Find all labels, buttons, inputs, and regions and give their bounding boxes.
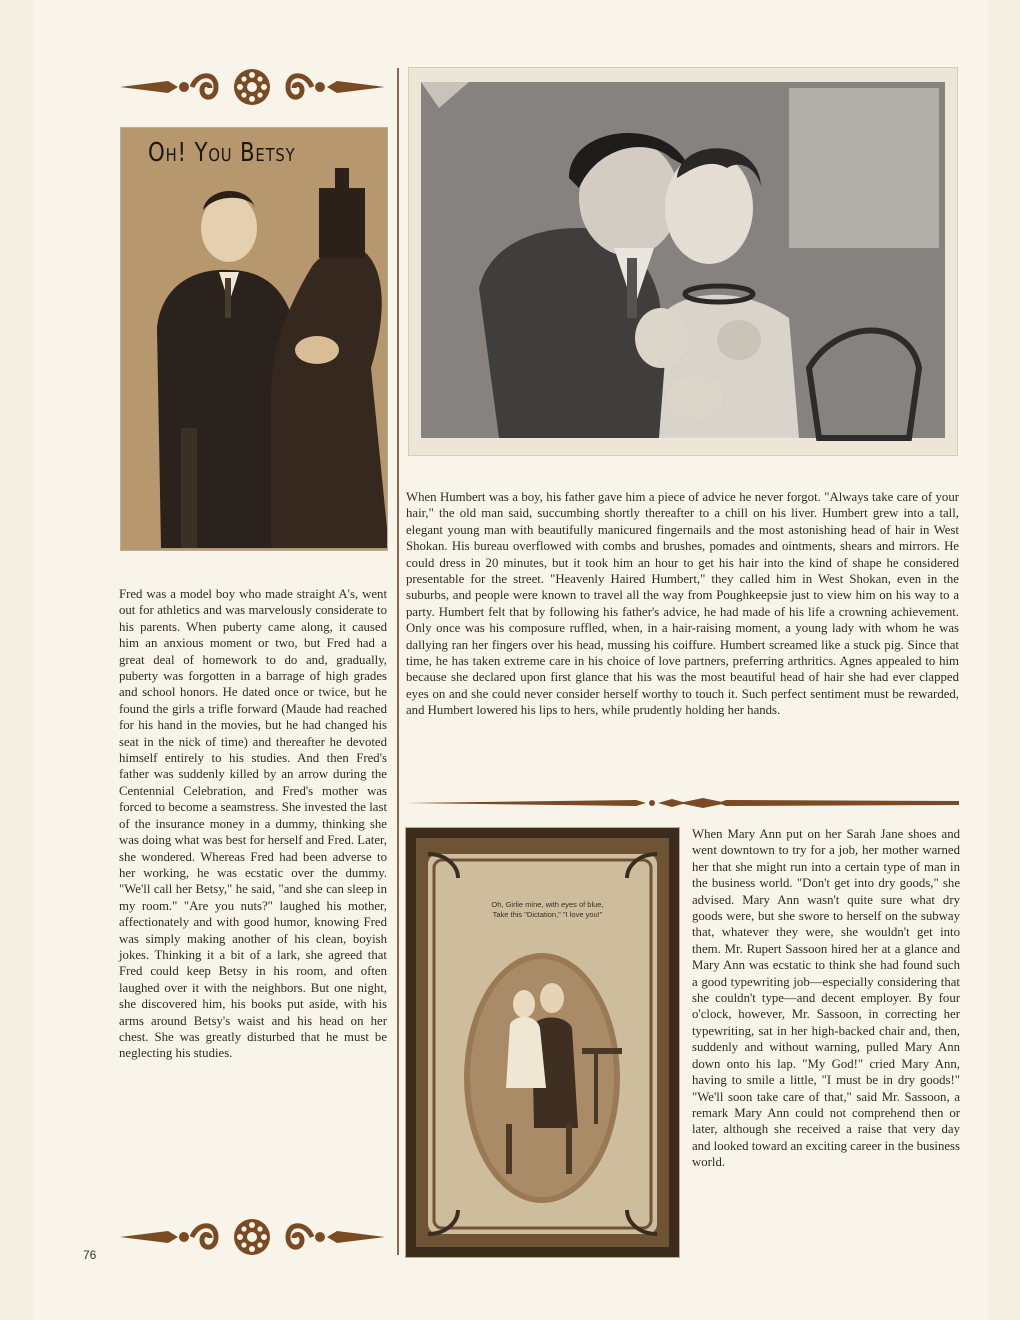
postcard-caption: [460, 900, 635, 920]
betsy-photo: [121, 128, 387, 550]
kiss-photo: [409, 68, 957, 455]
betsy-photo-title: Oh! You Betsy: [148, 138, 296, 168]
fred-story: Fred was a model boy who made straight A's, went out for athletics and was marvelously considerate to his parents. When puberty came along, it caused him an anxious moment or two, but Fred had a great deal of homework to do and, gradually, puberty was forgotten in a barrage of high grades and school honors. He dated once or twice, but he found the girls a trifle forward (Maude had reached for his hand in the movies, but he had changed his seat in the nick of time) and thereafter he devoted himself entirely to his studies. And then Fred's father was suddenly killed by an arrow during the Centennial Celebration, and Fred's mother was forced to become a seamstress. She invested the last of the insurance money in a dummy, thinking she was doing what was best for herself and Fred. Later, she wondered. Whereas Fred had been adverse to her working, he was ecstatic over the dummy. "We'll call her Betsy," he said, "and she can sleep in my room." "Are you nuts?" laughed his mother, affectionately and with good humor, knowing Fred was simply making another of his clean, boyish jokes. Thinking it a bit of a lark, she agreed that Fred could keep Betsy in his room, and often laughed over it with the neighbors. But one night, she discovered him, his books put aside, with his arms around Betsy's waist and his head on her chest. She was greatly disturbed that he must be neglecting his studies.: [119, 587, 387, 1061]
column-divider: [397, 68, 399, 1255]
bottom-ornament: [120, 1216, 385, 1258]
mary-ann-story: When Mary Ann put on her Sarah Jane shoes and went downtown to try for a job, her mother warned her that she might run into a certain type of man in the business world. "Don't get into dry goods," she advised. Mary Ann wasn't quite sure what dry goods were, but she swore to herself on the subway that, whatever they were, she wouldn't get into them. Mr. Rupert Sassoon hired her at a glance and Mary Ann was ecstatic to think she had found such a good typewriting job—especially considering that she couldn't type—and decent employer. By four o'clock, however, Mr. Sassoon, in correcting her typewriting, sat in her high-backed chair and, then, suddenly and without warning, pulled Mary Ann down onto his lap. "My God!" cried Mary Ann, having to smile a little, "I must be in dry goods!" "We'll soon take care of that," said Mr. Sassoon, a remark Mary Ann could not comprehend then or later, although she received a raise that very day and looked toward an exciting career in the business world.: [692, 827, 960, 1170]
postcard-caption-line1: Oh, Girlie mine, with eyes of blue,: [491, 900, 604, 909]
page-number: 76: [83, 1248, 97, 1262]
postcard-caption-line2: Take this "Dictation," "I love you!": [492, 910, 603, 919]
section-divider: [406, 795, 959, 811]
humbert-story: When Humbert was a boy, his father gave him a piece of advice he never forgot. "Always take care of your hair," the old man said, succumbing shortly thereafter to a chill on his liver. Humbert grew into a tall, elegant young man with beautifully manicured fingernails and the most astonishing head of hair in West Shokan. His bureau overflowed with combs and brushes, pomades and ointments, shears and mirrors. He could dress in 20 minutes, but it took him an hour to get his hair into the kind of shape he considered presentable for the street. "Heavenly Haired Humbert," they called him in West Shokan, even in the suburbs, and people were known to travel all the way from Poughkeepsie just to view him on his way to a party. Humbert felt that by following his father's advice, he had made of his life a crowning achievement. Only once was his composure ruffled, when, in a hair-raising moment, a young lady with whom he was dallying ran her fingers over his head, mussing his coiffure. Humbert screamed like a stuck pig. Since that time, he has taken extreme care in his choice of love partners, preferring arthritics. Agnes appealed to him because she declared upon first glance that his was the most beautiful head of hair she had ever clapped eyes on and she could never consider herself worthy to touch it. Such perfect sentiment must be rewarded, and Humbert lowered his lips to hers, while prudently holding her hands.: [406, 490, 959, 718]
postcard-photo: [406, 828, 679, 1257]
top-ornament: [120, 66, 385, 108]
